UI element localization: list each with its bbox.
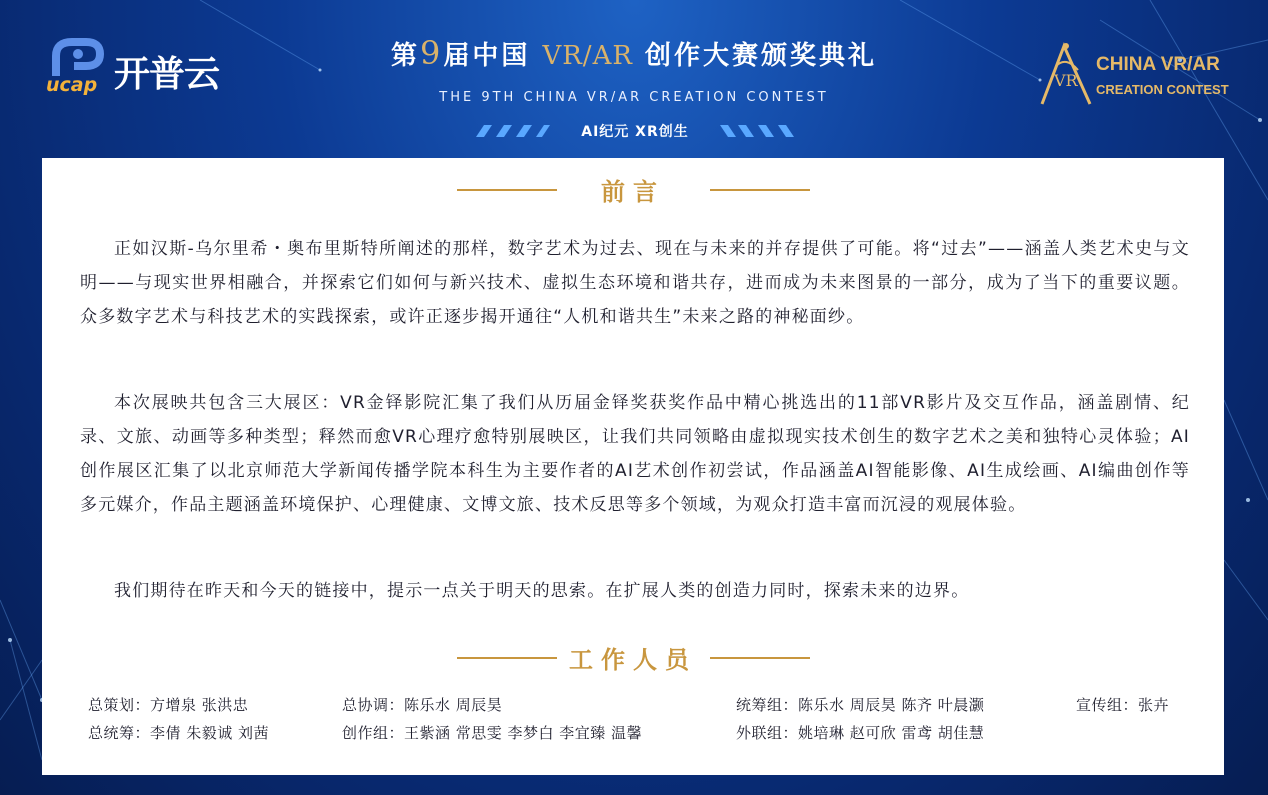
title-suffix: 创作大赛颁奖典礼 bbox=[644, 41, 877, 71]
title-mid: 届中国 bbox=[443, 41, 531, 71]
contest-logo-mark: VR bbox=[1054, 71, 1078, 90]
foreword-heading-row bbox=[42, 172, 1224, 206]
foreword-paragraph-3: 我们期待在昨天和今天的链接中，提示一点关于明天的思索。在扩展人类的创造力同时，探索未来的边界。 bbox=[114, 581, 970, 601]
contest-logo-icon bbox=[1038, 40, 1094, 106]
stripes-left-decoration bbox=[470, 125, 550, 137]
staff-heading: 工作人员 bbox=[569, 646, 697, 674]
heading-line-right bbox=[710, 189, 810, 191]
content-panel bbox=[42, 158, 1224, 775]
header-banner bbox=[0, 0, 1268, 158]
slogan: AI纪元 XR创生 bbox=[581, 124, 689, 140]
foreword-heading: 前言 bbox=[601, 178, 665, 206]
contest-logo-line2: CREATION CONTEST bbox=[1096, 82, 1229, 97]
staff-general-manager: 总统筹：李倩 朱毅诚 刘茜 bbox=[88, 724, 270, 742]
staff-heading-row bbox=[42, 640, 1224, 674]
slogan-row bbox=[470, 121, 800, 141]
staff-creation-group: 创作组：王紫涵 常思雯 李梦白 李宜臻 温馨 bbox=[342, 724, 643, 742]
foreword-paragraph-1: 正如汉斯-乌尔里希・奥布里斯特所阐述的那样，数字艺术为过去、现在与未来的并存提供了可能。将“过去”——涵盖人类艺术史与文明——与现实世界相融合，并探索它们如何与新兴技术、虚拟生态环境和谐共存，进而成为未来图景的一部分，成为了当下的重要议题。众多数字艺术与科技艺术的实践探索，或许正逐步揭开通往“人机和谐共生”未来之路的神秘面纱。 bbox=[80, 239, 1190, 327]
staff-publicity-group: 宣传组：张卉 bbox=[1076, 696, 1170, 714]
contest-logo-line1: CHINA VR/AR bbox=[1096, 54, 1220, 75]
brand-name: 开普云 bbox=[114, 54, 220, 95]
staff-chief-planner: 总策划：方增泉 张洪忠 bbox=[88, 696, 249, 714]
title-vr: VR/AR bbox=[542, 41, 633, 71]
staff-liaison-group: 外联组：姚培琳 赵可欣 雷鸢 胡佳慧 bbox=[736, 724, 985, 742]
foreword-paragraph-2: 本次展映共包含三大展区：VR金铎影院汇集了我们从历届金铎奖获奖作品中精心挑选出的11部VR影片及交互作品，涵盖剧情、纪录、文旅、动画等多种类型；释然而愈VR心理疗愈特别展映区，让我们共同领略由虚拟现实技术创生的数字艺术之美和独特心灵体验；AI创作展区汇集了以北京师范大学新闻传播学院本科生为主要作者的AI艺术创作初尝试，作品涵盖AI智能影像、AI生成绘画、AI编曲创作等多元媒介，作品主题涵盖环境保护、心理健康、文博文旅、技术反思等多个领域，为观众打造丰富而沉浸的观展体验。 bbox=[80, 393, 1190, 515]
stripes-right-decoration bbox=[720, 125, 800, 137]
contest-logo bbox=[1038, 40, 1238, 108]
heading-line-right bbox=[710, 657, 810, 659]
title-prefix: 第 bbox=[391, 41, 421, 71]
english-subtitle: THE 9TH CHINA VR/AR CREATION CONTEST bbox=[439, 90, 829, 105]
staff-chief-coordinator: 总协调：陈乐水 周辰昊 bbox=[342, 696, 503, 714]
title-number: 9 bbox=[420, 34, 444, 72]
ucap-wordmark: ucap bbox=[46, 74, 98, 96]
staff-coordination-group: 统筹组：陈乐水 周辰昊 陈齐 叶晨灏 bbox=[736, 696, 985, 714]
